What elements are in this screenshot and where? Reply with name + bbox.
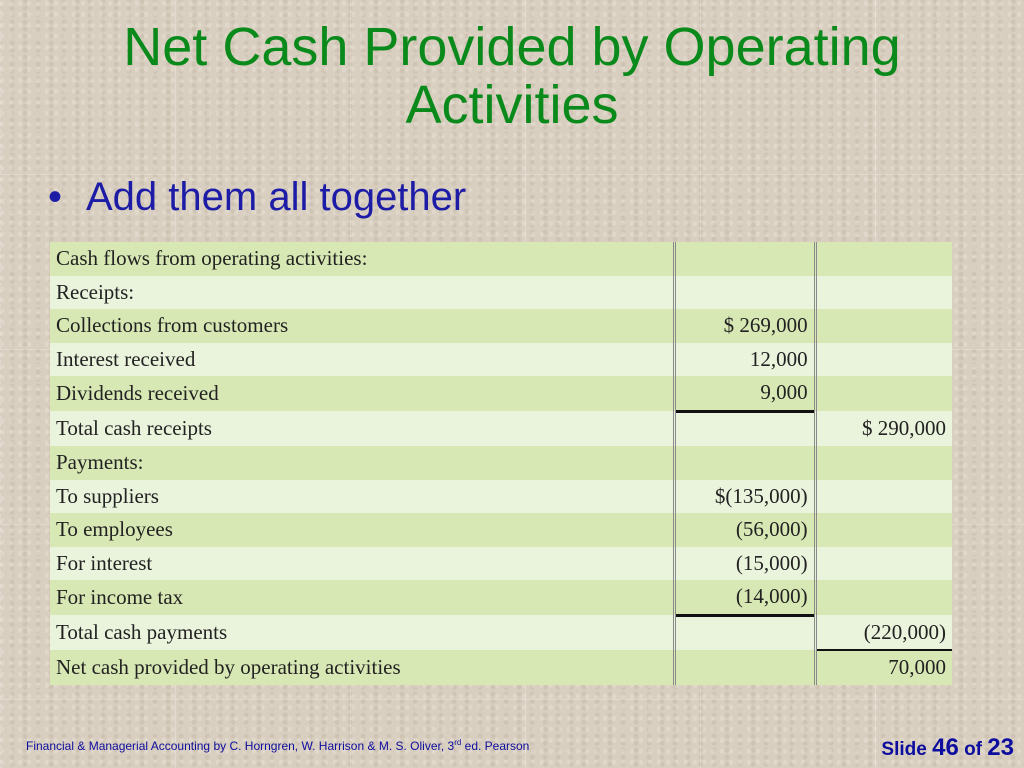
amount-cell [675,242,815,276]
amount-cell: 12,000 [675,343,815,377]
amount-cell [675,650,815,685]
table-row [50,513,952,547]
table-row [50,376,952,411]
table-row [50,309,952,343]
table-row [50,547,952,581]
row-label: For interest [50,547,675,581]
table-row [50,276,952,310]
row-label: Total cash payments [50,615,675,650]
total-cell [815,242,952,276]
slide-total: 23 [987,734,1014,761]
citation-text: Financial & Managerial Accounting by C. Horngren, W. Harrison & M. S. Oliver, 3 [26,739,455,753]
amount-cell [675,446,815,480]
cash-flow-table [50,242,952,685]
row-label: For income tax [50,580,675,615]
row-label: To suppliers [50,480,675,514]
total-cell [815,343,952,377]
row-label: Dividends received [50,376,675,411]
amount-cell: (56,000) [675,513,815,547]
total-cell: (220,000) [815,615,952,650]
total-cell [815,376,952,411]
amount-cell: $ 269,000 [675,309,815,343]
amount-cell: $(135,000) [675,480,815,514]
row-label: Interest received [50,343,675,377]
amount-cell [675,276,815,310]
table-row [50,242,952,276]
row-label: Net cash provided by operating activities [50,650,675,685]
row-label: Total cash receipts [50,411,675,446]
amount-cell: (15,000) [675,547,815,581]
table-row [50,446,952,480]
row-label: Cash flows from operating activities: [50,242,675,276]
table-row [50,343,952,377]
total-cell [815,547,952,581]
of-word: of [958,739,988,760]
title-line-1: Net Cash Provided by Operating [123,17,901,77]
table-row [50,650,952,685]
row-label: Collections from customers [50,309,675,343]
amount-cell: (14,000) [675,580,815,615]
slide-title [0,18,1024,134]
row-label: Receipts: [50,276,675,310]
total-cell [815,580,952,615]
row-label: Payments: [50,446,675,480]
total-cell: $ 290,000 [815,411,952,446]
title-line-2: Activities [405,75,619,135]
table-row [50,615,952,650]
citation-suffix: ed. Pearson [461,739,530,753]
table-row [50,580,952,615]
slide-counter [881,734,1014,762]
table-row [50,480,952,514]
table-row [50,411,952,446]
amount-cell [675,615,815,650]
total-cell [815,276,952,310]
amount-cell: 9,000 [675,376,815,411]
bullet-icon: • [48,175,63,219]
total-cell: 70,000 [815,650,952,685]
total-cell [815,446,952,480]
bullet-text: Add them all together [86,175,467,219]
slide-number: 46 [932,734,959,761]
total-cell [815,480,952,514]
slide-word: Slide [881,739,933,760]
total-cell [815,513,952,547]
footer-citation [26,738,529,753]
amount-cell [675,411,815,446]
total-cell [815,309,952,343]
bullet-point [48,172,466,222]
citation-superscript: rd [454,738,462,747]
row-label: To employees [50,513,675,547]
